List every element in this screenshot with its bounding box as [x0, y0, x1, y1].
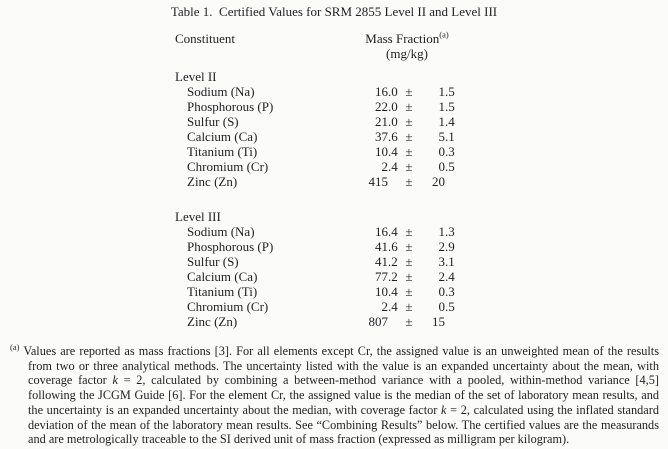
uncertainty-decimal: .5: [445, 159, 455, 174]
value-cell: 22: [375, 99, 388, 114]
uncertainty-decimal: .5: [445, 299, 455, 314]
value-cell: 37: [375, 129, 388, 144]
uncertainty-decimal: .5: [445, 84, 455, 99]
constituent-cell: Titanium (Ti): [187, 144, 258, 159]
constituent-cell: Chromium (Cr): [187, 159, 269, 174]
footnote: [10, 341, 659, 447]
footnote-text: coverage factor: [28, 373, 113, 388]
footnote-line: [10, 359, 659, 374]
plus-minus-symbol: ±: [405, 129, 413, 144]
plus-minus-symbol: ±: [405, 99, 413, 114]
uncertainty-decimal: .3: [445, 284, 455, 299]
table-row: [175, 299, 456, 314]
plus-minus-symbol: ±: [405, 314, 413, 329]
unit-label: (mg/kg): [386, 46, 428, 61]
footnote-text: the uncertainty is an expanded uncertainty about the median, with coverage factor: [28, 402, 442, 417]
table-row: [175, 314, 456, 329]
uncertainty-cell: 15: [432, 314, 445, 329]
uncertainty-decimal: .1: [445, 254, 455, 269]
value-cell: 16: [375, 84, 388, 99]
uncertainty-cell: 20: [432, 174, 445, 189]
plus-minus-symbol: ±: [405, 224, 413, 239]
mass-fraction-text: Mass Fraction: [365, 31, 440, 46]
section-label: Level II: [175, 69, 217, 84]
table-row: [175, 174, 456, 189]
value-cell: 10: [375, 144, 388, 159]
table-row: [175, 159, 456, 174]
table-row: [175, 99, 456, 114]
section-header-row: [175, 69, 456, 84]
value-cell: 16: [375, 224, 388, 239]
footnote-text: from two or three analytical methods. The uncertainty listed with the value is an expanded uncertainty about the mean, with: [28, 358, 659, 373]
table-row: [175, 144, 456, 159]
plus-minus-symbol: ±: [405, 299, 413, 314]
uncertainty-cell: 3: [438, 254, 445, 269]
value-decimal: .4: [388, 224, 398, 239]
value-decimal: [388, 174, 399, 189]
table-section: [175, 69, 456, 189]
footnote-line: [10, 418, 659, 433]
plus-minus-symbol: ±: [405, 239, 413, 254]
table-row: [175, 84, 456, 99]
uncertainty-cell: 1: [438, 114, 445, 129]
value-cell: 21: [375, 114, 388, 129]
table-row: [175, 284, 456, 299]
table-row: [175, 254, 456, 269]
constituent-cell: Calcium (Ca): [187, 129, 258, 144]
constituent-cell: Sulfur (S): [187, 254, 239, 269]
constituent-cell: Phosphorous (P): [187, 239, 274, 254]
uncertainty-decimal: .5: [445, 99, 455, 114]
section-header-row: [175, 209, 456, 224]
mass-fraction-label: [358, 31, 456, 46]
constituent-column-header: Constituent: [175, 31, 235, 46]
value-decimal: .0: [388, 84, 398, 99]
uncertainty-cell: 1: [438, 99, 445, 114]
uncertainty-decimal: .9: [445, 239, 455, 254]
uncertainty-cell: 2: [438, 269, 445, 284]
value-cell: 77: [375, 269, 388, 284]
footnote-text: Values are reported as mass fractions [3]. For all elements except Cr, the assigned value is an unweighted mean of the results: [19, 344, 659, 358]
footnote-line: [10, 373, 659, 388]
table-row: [175, 129, 456, 144]
value-cell: 41: [375, 254, 388, 269]
value-cell: 41: [375, 239, 388, 254]
plus-minus-symbol: ±: [405, 284, 413, 299]
footnote-text: = 2, calculated by combining a between-method variance with a pooled, within-method variance [4,5]: [117, 373, 659, 388]
plus-minus-symbol: ±: [405, 114, 413, 129]
uncertainty-decimal: .4: [445, 114, 455, 129]
footnote-text: deviation of the mean of the laboratory mean results. See “Combining Results” below. The certified values are the measurands: [28, 417, 659, 432]
plus-minus-symbol: ±: [405, 254, 413, 269]
uncertainty-decimal: .3: [445, 144, 455, 159]
uncertainty-decimal: [445, 314, 456, 329]
value-decimal: .6: [388, 129, 398, 144]
mass-fraction-column-header: [358, 31, 456, 61]
uncertainty-cell: 0: [438, 159, 445, 174]
footnote-line: [10, 403, 659, 418]
uncertainty-decimal: .1: [445, 129, 455, 144]
table-row: [175, 224, 456, 239]
uncertainty-cell: 0: [438, 284, 445, 299]
uncertainty-cell: 5: [438, 129, 445, 144]
footnote-text: following the JCGM Guide [6]. For the element Cr, the assigned value is the median of the set of laboratory mean results, and: [28, 388, 659, 403]
uncertainty-decimal: .4: [445, 269, 455, 284]
uncertainty-decimal: .3: [445, 224, 455, 239]
constituent-cell: Chromium (Cr): [187, 299, 269, 314]
constituent-cell: Sulfur (S): [187, 114, 239, 129]
plus-minus-symbol: ±: [405, 174, 413, 189]
uncertainty-cell: 1: [438, 84, 445, 99]
table-body: [175, 69, 456, 329]
value-decimal: .2: [388, 269, 398, 284]
table-section: [175, 209, 456, 329]
value-cell: 2: [381, 299, 388, 314]
uncertainty-cell: 0: [438, 299, 445, 314]
plus-minus-symbol: ±: [405, 269, 413, 284]
constituent-cell: Titanium (Ti): [187, 284, 258, 299]
certified-values-table: [175, 31, 456, 329]
value-decimal: .4: [388, 299, 398, 314]
table-row: [175, 269, 456, 284]
value-decimal: [388, 314, 399, 329]
value-decimal: .6: [388, 239, 398, 254]
table-title: Table 1. Certified Values for SRM 2855 Level II and Level III: [170, 4, 498, 19]
value-decimal: .0: [388, 99, 398, 114]
constituent-cell: Phosphorous (P): [187, 99, 274, 114]
table-row: [175, 114, 456, 129]
footnote-line: [10, 432, 659, 447]
table-row: [175, 239, 456, 254]
mass-fraction-footnote-superscript: (a): [439, 29, 449, 40]
value-decimal: .4: [388, 159, 398, 174]
section-label: Level III: [175, 209, 221, 224]
plus-minus-symbol: ±: [405, 84, 413, 99]
constituent-cell: Sodium (Na): [187, 224, 255, 239]
table-header: [175, 31, 456, 61]
value-cell: 10: [375, 284, 388, 299]
constituent-cell: Zinc (Zn): [187, 314, 238, 329]
value-cell: 415: [368, 174, 388, 189]
constituent-cell: Sodium (Na): [187, 84, 255, 99]
footnote-italic-text: k: [441, 402, 447, 417]
value-decimal: .4: [388, 144, 398, 159]
footnote-marker: (a): [10, 341, 20, 352]
footnote-italic-text: k: [112, 373, 118, 388]
footnote-line: [10, 341, 659, 359]
value-cell: 807: [368, 314, 388, 329]
uncertainty-cell: 1: [438, 224, 445, 239]
footnote-line: [10, 388, 659, 403]
uncertainty-cell: 2: [438, 239, 445, 254]
value-decimal: .4: [388, 284, 398, 299]
constituent-cell: Zinc (Zn): [187, 174, 238, 189]
footnote-text: = 2, calculated using the inflated standard: [446, 402, 659, 417]
uncertainty-decimal: [445, 174, 456, 189]
uncertainty-cell: 0: [438, 144, 445, 159]
plus-minus-symbol: ±: [405, 159, 413, 174]
value-decimal: .0: [388, 114, 398, 129]
constituent-cell: Calcium (Ca): [187, 269, 258, 284]
plus-minus-symbol: ±: [405, 144, 413, 159]
footnote-text: and are metrologically traceable to the SI derived unit of mass fraction (expressed as milligram per kilogram).: [28, 432, 570, 447]
value-decimal: .2: [388, 254, 398, 269]
value-cell: 2: [381, 159, 388, 174]
